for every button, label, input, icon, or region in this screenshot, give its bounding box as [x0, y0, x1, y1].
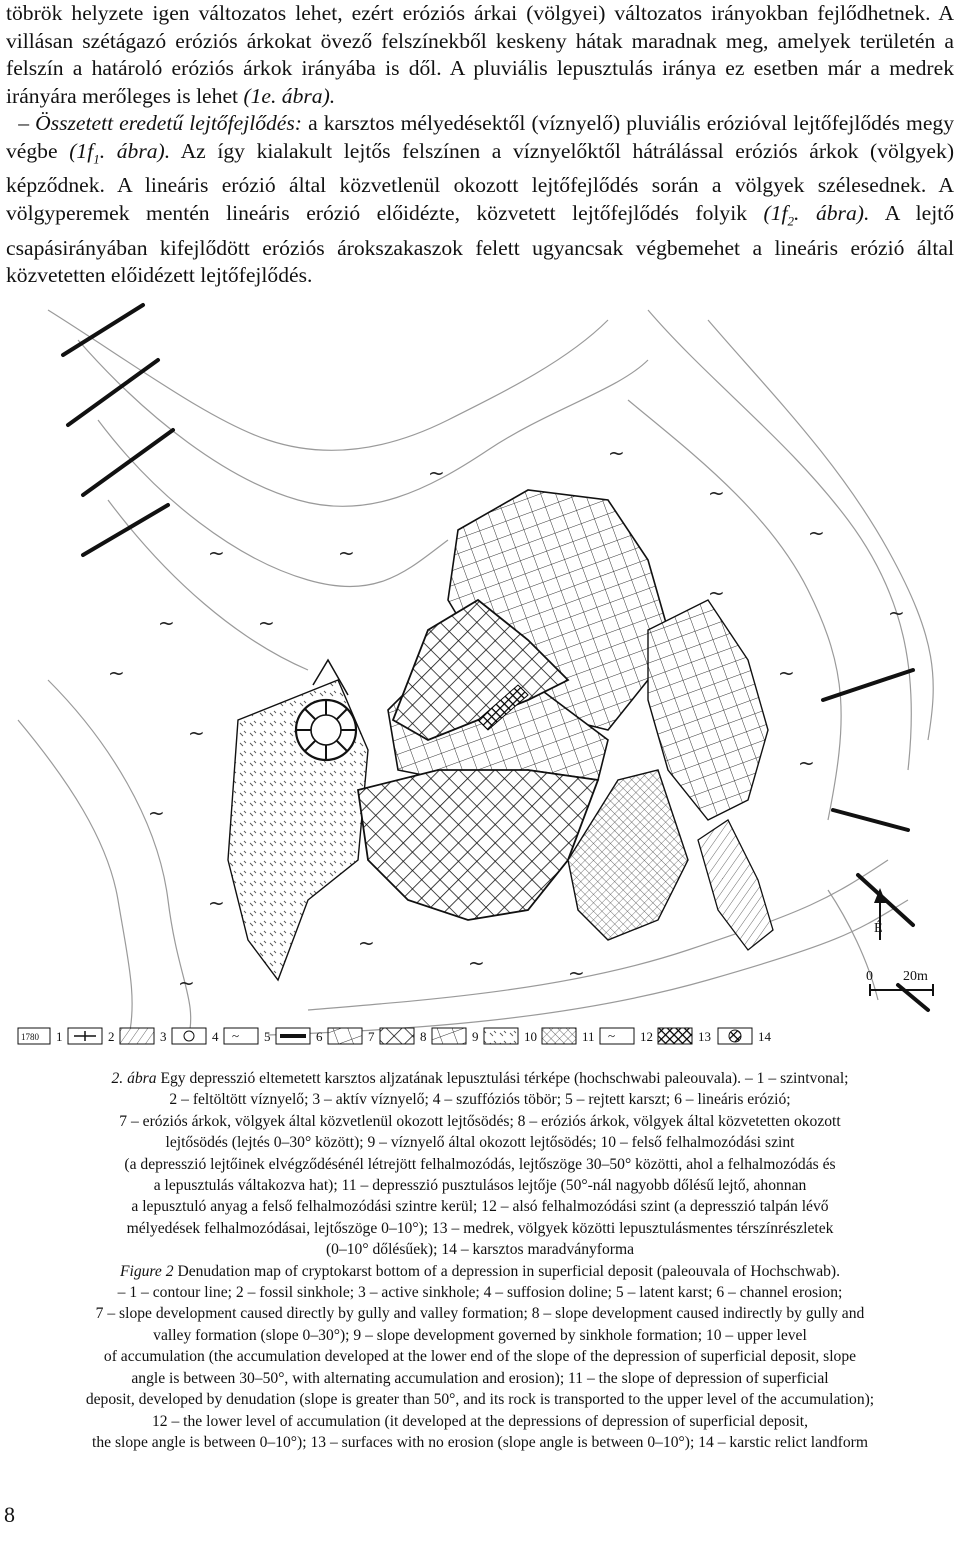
- latent-karst-symbol: ~: [208, 541, 225, 565]
- scale-end-label: 20m: [903, 969, 928, 984]
- caption-en-line: deposit, developed by denudation (slope is greater than 50°, and its rock is transported to the upper level of the accumulation);: [85, 1391, 875, 1409]
- legend-number: 14: [758, 1029, 771, 1044]
- caption-hu-line: a lepusztuló anyag a felső felhalmozódási szintre kerül; 12 – alsó felhalmozódási szint (a depresszió talpán lévő: [131, 1198, 829, 1216]
- paragraph-2-text-b: Az így kialakult lejtős felszínen a víznyelőktől hátrálással eróziós árkok (völgyek) képződnek. A lineáris erózió által közvetlenül okozott lejtőfejlődés során a völgyek szélesednek. A völgyperemek mentén lineáris erózió előidézte, közvetett lejtőfejlődés folyik: [6, 138, 955, 225]
- paragraph-1-text: töbrök helyzete igen változatos lehet, ezért eróziós árkai (völgyei) változatos irányokban fejlődhetnek. A villásan szétágazó eróziós árkokat övező felszínekből keskeny hátak maradnak meg, amelyek területén a felszín a határoló eróziós árkok irányába is dől. A pluviális lepusztulás iránya ez esetben már a medrek irányára merőleges is lehet: [6, 1, 954, 108]
- figure-ref-1f1: [69, 138, 171, 166]
- legend-number: 1: [56, 1029, 63, 1044]
- latent-karst-symbol: ~: [178, 971, 195, 995]
- legend-number: 9: [472, 1029, 479, 1044]
- caption-en-line: the slope angle is between 0–10°); 13 – surfaces with no erosion (slope angle is between 0–10°); 14 – karstic relict landform: [92, 1433, 868, 1451]
- caption-en-line: valley formation (slope 0–30°); 9 – slope development governed by sinkhole formation; 10 – upper level: [153, 1326, 807, 1344]
- latent-karst-symbol: ~: [708, 581, 725, 605]
- legend-number: 6: [316, 1029, 323, 1044]
- legend-swatch-upper-accumulation: [484, 1028, 518, 1044]
- legend-number: 7: [368, 1029, 375, 1044]
- latent-karst-symbol: ~: [148, 801, 165, 825]
- legend-swatch-indirect-slope: [380, 1028, 414, 1044]
- caption-hu-text: Egy depresszió eltemetett karsztos aljzatának lepusztulási térképe (hochschwabi paleouvala). – 1 – szintvonal;: [160, 1070, 849, 1087]
- latent-karst-symbol: ~: [108, 661, 125, 685]
- legend-number: 11: [582, 1029, 595, 1044]
- legend-tilde-glyph: ~: [232, 1028, 240, 1043]
- caption-hu-line: [0, 1068, 960, 1089]
- caption-en-label: Figure 2: [119, 1262, 174, 1280]
- caption-hu-label: 2. ábra: [111, 1070, 157, 1087]
- latent-karst-symbol: ~: [158, 611, 175, 635]
- figure-ref-1e: (1e. ábra).: [243, 83, 336, 108]
- legend-swatch-suffosion-doline: [172, 1028, 206, 1044]
- caption-hu-line: (a depresszió lejtőinek elvégződésénél létrejött felhalmozódás, lejtőszöge 30–50° közötti, ahol a felhalmozódás és: [124, 1155, 836, 1173]
- caption-en-line: of accumulation (the accumulation developed at the lower end of the slope of the depression of superficial deposit, slope: [103, 1348, 857, 1366]
- latent-karst-symbol: ~: [708, 481, 725, 505]
- legend-swatch-no-erosion: [658, 1028, 692, 1044]
- figure-ref-1f2-sub: 2: [787, 213, 795, 229]
- latent-karst-symbol: ~: [258, 611, 275, 635]
- paragraph-2: [6, 110, 954, 290]
- denudation-map-figure: [8, 300, 952, 1062]
- latent-karst-symbol: ~: [358, 931, 375, 955]
- latent-karst-symbol: ~: [798, 751, 815, 775]
- map-legend: [18, 1028, 772, 1044]
- caption-hu-line: 2 – feltöltött víznyelő; 3 – aktív víznyelő; 4 – szuffóziós töbör; 5 – rejtett karszt; 6 – lineáris erózió;: [169, 1091, 791, 1109]
- caption-hu-line: 7 – eróziós árkok, völgyek által közvetlenül okozott lejtősödés; 8 – eróziós árkok, völgyek által közvetetten okozott: [119, 1112, 841, 1130]
- caption-en-line: angle is between 30–50°, with alternating accumulation and erosion); 11 – the slope of depression of superficial: [131, 1369, 829, 1387]
- legend-swatch-denudation-slope: [542, 1028, 576, 1044]
- figure-ref-1f2: [763, 200, 870, 229]
- legend-number: 10: [524, 1029, 537, 1044]
- latent-karst-symbol: ~: [338, 541, 355, 565]
- legend-number: 13: [698, 1029, 711, 1044]
- caption-en-line: – 1 – contour line; 2 – fossil sinkhole; 3 – active sinkhole; 4 – suffosion doline; 5 – latent karst; 6 – channel erosion;: [117, 1284, 843, 1302]
- latent-karst-symbol: ~: [608, 441, 625, 465]
- latent-karst-symbol: ~: [568, 961, 585, 985]
- latent-karst-symbol: ~: [428, 461, 445, 485]
- figure-ref-1f2-main: (1f: [763, 200, 788, 225]
- latent-karst-symbol: ~: [808, 521, 825, 545]
- legend-number: 3: [160, 1029, 167, 1044]
- legend-swatch-lower-accumulation: [600, 1028, 634, 1044]
- caption-en-line: [0, 1261, 960, 1282]
- legend-contour-sample: 1780: [21, 1032, 39, 1042]
- latent-karst-symbol: ~: [778, 661, 795, 685]
- legend-number: 12: [640, 1029, 653, 1044]
- figure-ref-1f1-sub: 1: [93, 150, 100, 166]
- legend-number: 2: [108, 1029, 115, 1044]
- latent-karst-symbol: ~: [888, 601, 905, 625]
- figure-caption: [0, 1068, 960, 1453]
- active-sinkhole-symbol: [296, 700, 356, 760]
- caption-en-text: Denudation map of cryptokarst bottom of a depression in superficial deposit (paleouvala of Hochschwab).: [177, 1262, 840, 1280]
- legend-swatch-active-sinkhole: [120, 1028, 154, 1044]
- legend-number: 4: [212, 1029, 219, 1044]
- body-text: [6, 0, 954, 290]
- latent-karst-symbol: ~: [188, 721, 205, 745]
- term-compound-slope: Összetett eredetű lejtőfejlődés:: [35, 111, 302, 135]
- page-number: 8: [4, 1502, 15, 1527]
- paragraph-1: [6, 0, 954, 110]
- legend-swatch-sinkhole-slope: [432, 1028, 466, 1044]
- caption-en-line: 12 – the lower level of accumulation (it developed at the depressions of depression of superficial deposit,: [151, 1412, 809, 1430]
- denudation-map: [8, 300, 952, 1062]
- latent-karst-symbol: ~: [468, 951, 485, 975]
- scale-zero-label: 0: [866, 969, 873, 984]
- legend-swatch-direct-slope: [328, 1028, 362, 1044]
- paragraph-2-text-c: A lejtő csapásirányában kifejlődött eróziós árokszakaszok felett ugyancsak végbemehet a lineáris erózió által közvetetten előidézett lejtőfejlődés.: [6, 200, 954, 288]
- figure-ref-1f2-end: . ábra).: [794, 200, 870, 225]
- north-label: É: [874, 921, 883, 936]
- paragraph-2-dash: –: [18, 111, 29, 135]
- caption-hu-line: lejtősödés (lejtés 0–30° között); 9 – víznyelő által okozott lejtősödés; 10 – felső felhalmozódási szint: [165, 1134, 795, 1152]
- caption-hu-line: (0–10° dőlésűek); 14 – karsztos maradványforma: [325, 1241, 635, 1259]
- legend-tilde-glyph: ~: [608, 1028, 616, 1043]
- legend-number: 5: [264, 1029, 271, 1044]
- figure-ref-1f1-main: (1f: [69, 138, 94, 163]
- legend-swatch-latent-karst: [224, 1028, 258, 1044]
- legend-number: 8: [420, 1029, 427, 1044]
- caption-hu-line: mélyedések felhalmozódásai, lejtőszöge 0–10°); 13 – medrek, völgyek közötti lepusztulásmentes térszínrészletek: [126, 1219, 834, 1237]
- paragraph-2-text-a: a karsztos mélyedésektől (víznyelő) pluviális erózióval lejtőfejlődés megy végbe: [6, 111, 955, 163]
- caption-en-line: 7 – slope development caused directly by gully and valley formation; 8 – slope development caused indirectly by gully and: [95, 1305, 865, 1323]
- caption-hu-line: a lepusztulás váltakozva hat); 11 – depresszió pusztulásos lejtője (50°-nál nagyobb dőlésű lejtő, ahonnan: [153, 1177, 807, 1195]
- figure-ref-1f1-end: . ábra).: [99, 138, 171, 163]
- latent-karst-symbol: ~: [208, 891, 225, 915]
